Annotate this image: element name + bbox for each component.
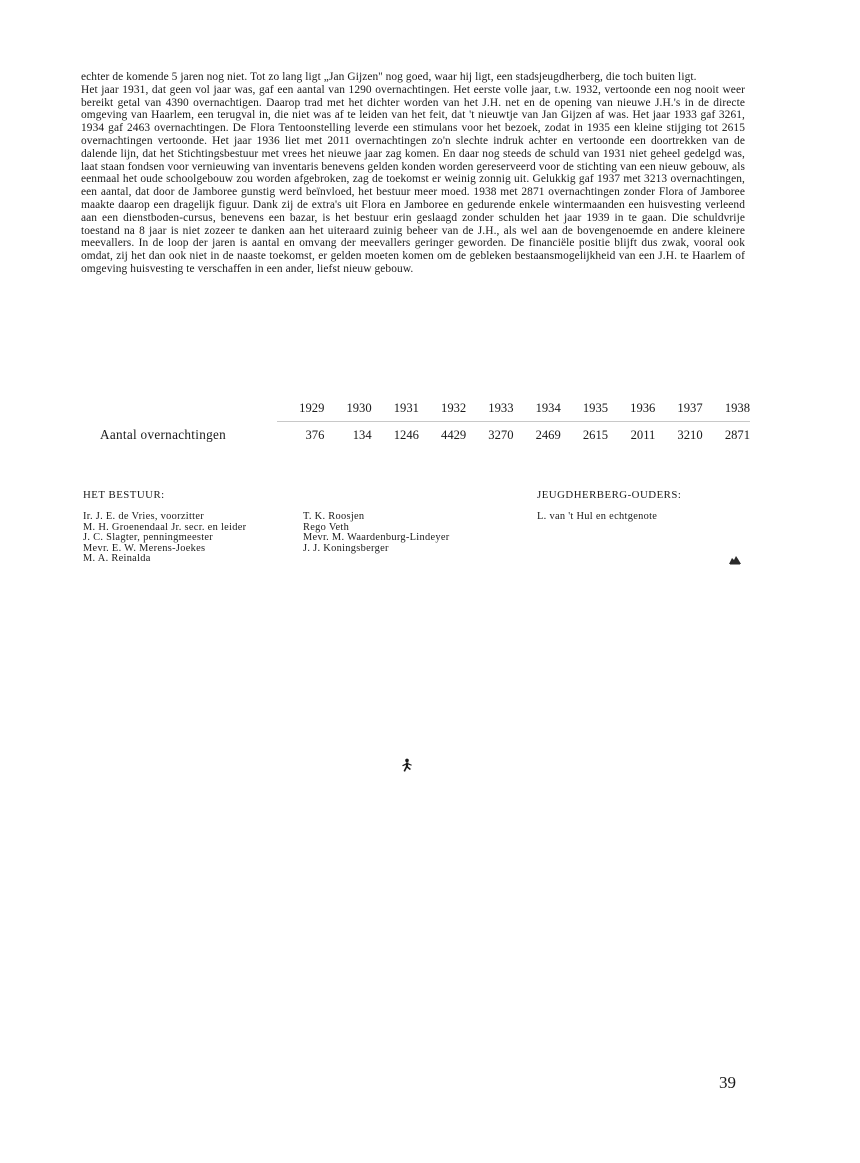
walking-figure-icon	[399, 758, 415, 774]
year-cell: 1929	[277, 401, 324, 422]
bestuur-list-left	[83, 512, 246, 565]
value-cell: 134	[352, 427, 372, 442]
stats-row-label: Aantal overnachtingen	[100, 426, 227, 442]
board-member: M. H. Groenendaal Jr. secr. en leider	[83, 521, 247, 533]
board-member: T. K. Roosjen	[303, 511, 365, 522]
stats-value-row	[100, 422, 750, 449]
value-cell: 1246	[393, 427, 419, 442]
value-cell: 2469	[535, 427, 561, 442]
paragraph-history: Het jaar 1931, dat geen vol jaar was, gaf een aantal van 1290 overnachtingen. Het eerste volle jaar, t.w. 1932, vertoonde een nog nooit weer bereikt getal van 4390 overnachtigen. Daarop trad met het dichter worden van het J.H. net en de opening van nieuwe J.H.'s in de directe omgeving van Haarlem, een terugval in, die niet was af te leiden van het feit, dat 't nieuwtje van Jan Gijzen af was. Het jaar 1933 gaf 3261, 1934 gaf 2463 overnachtingen. De Flora Tentoonstelling leverde een stimulans voor het bezoek, zodat in 1935 een kleine stijging tot 2615 overnachtingen vertoonde. Het jaar 1936 liet met 2011 overnachtingen zo'n slechte indruk achter en vertoonde een doortrekken van de dalende lijn, dat het Stichtingsbestuur met vrees het nieuwe jaar zag komen. En daar nog steeds de schuld van 1931 niet geheel gedelgd was, laat staan fondsen voor vernieuwing van inventaris benevens gelden konden worden gereserveerd voor de stichting van een nieuw gebouw, als eenmaal het oude schoolgebouw zou worden afgebroken, zag de toekomst er weinig zonnig uit. Gelukkig gaf 1937 met 3213 overnachtingen, een aantal, dat door de Jamboree gunstig werd beïnvloed, het bestuur meer moed. 1938 met 2871 overnachtingen zonder Flora of Jamboree maakte daarop een dragelijk figuur. Dank zij de extra's uit Flora en Jamboree en gedurende enkele wintermaanden een huisvesting verleend aan een dienstboden-cursus, benevens een bazar, is het bestuur erin geslaagd zonder schulden het jaar 1939 in te gaan. Die schuldvrije toestand na 8 jaar is niet zozeer te danken aan het uiteraard zuinig beheer van de J.H., als wel aan de bovengenoemde en andere kleinere meevallers. In de loop der jaren is aantal en omvang der meevallers geringer geworden. De financiële positie blijft dus zwak, vooral ook omdat, zij het dan ook niet in de naaste toekomst, er gelden moeten komen om de gebleken bestaansmogelijkheid van een J.H. te Haarlem of omgeving huisvesting te verschaffen in een ander, liefst nieuw gebouw.	[81, 83, 745, 275]
board-member: J. J. Koningsberger	[303, 542, 389, 554]
year-cell: 1932	[419, 401, 466, 422]
hiker-vignette-icon	[728, 555, 742, 565]
value-cell: 4429	[441, 427, 467, 442]
board-member: Mevr. M. Waardenburg-Lindeyer	[303, 532, 450, 544]
board-member: M. A. Reinalda	[83, 553, 151, 565]
ouders-heading: JEUGDHERBERG-OUDERS:	[537, 489, 682, 501]
stats-year-row	[100, 401, 750, 422]
year-cell: 1937	[655, 401, 702, 422]
board-member: Ir. J. E. de Vries, voorzitter	[83, 511, 205, 522]
value-cell: 3210	[677, 427, 703, 442]
hostel-parent: L. van 't Hul en echtgenote	[537, 511, 658, 522]
year-cell: 1935	[561, 401, 608, 422]
year-cell: 1933	[466, 401, 513, 422]
year-cell: 1938	[703, 401, 750, 422]
board-member: Mevr. E. W. Merens-Joekes	[83, 542, 206, 554]
value-cell: 3270	[488, 427, 514, 442]
bestuur-list-right	[303, 512, 450, 554]
bestuur-heading: HET BESTUUR:	[83, 489, 165, 501]
overnight-stats-table	[100, 401, 750, 448]
year-cell: 1934	[513, 401, 560, 422]
year-cell: 1930	[324, 401, 371, 422]
body-text	[81, 71, 745, 276]
value-cell: 2615	[582, 427, 609, 442]
value-cell: 2011	[630, 427, 656, 442]
board-member: Rego Veth	[303, 521, 350, 533]
year-cell: 1931	[372, 401, 419, 422]
paragraph-intro: echter de komende 5 jaren nog niet. Tot zo lang ligt „Jan Gijzen'' nog goed, waar hij ligt, een stadsjeugdherberg, die toch buiten ligt.	[81, 71, 697, 83]
ouders-list	[537, 512, 657, 523]
value-cell: 2871	[724, 427, 750, 442]
board-member: J. C. Slagter, penningmeester	[83, 532, 214, 544]
value-cell: 376	[305, 427, 325, 442]
page-number: 39	[719, 1073, 736, 1092]
year-cell: 1936	[608, 401, 655, 422]
